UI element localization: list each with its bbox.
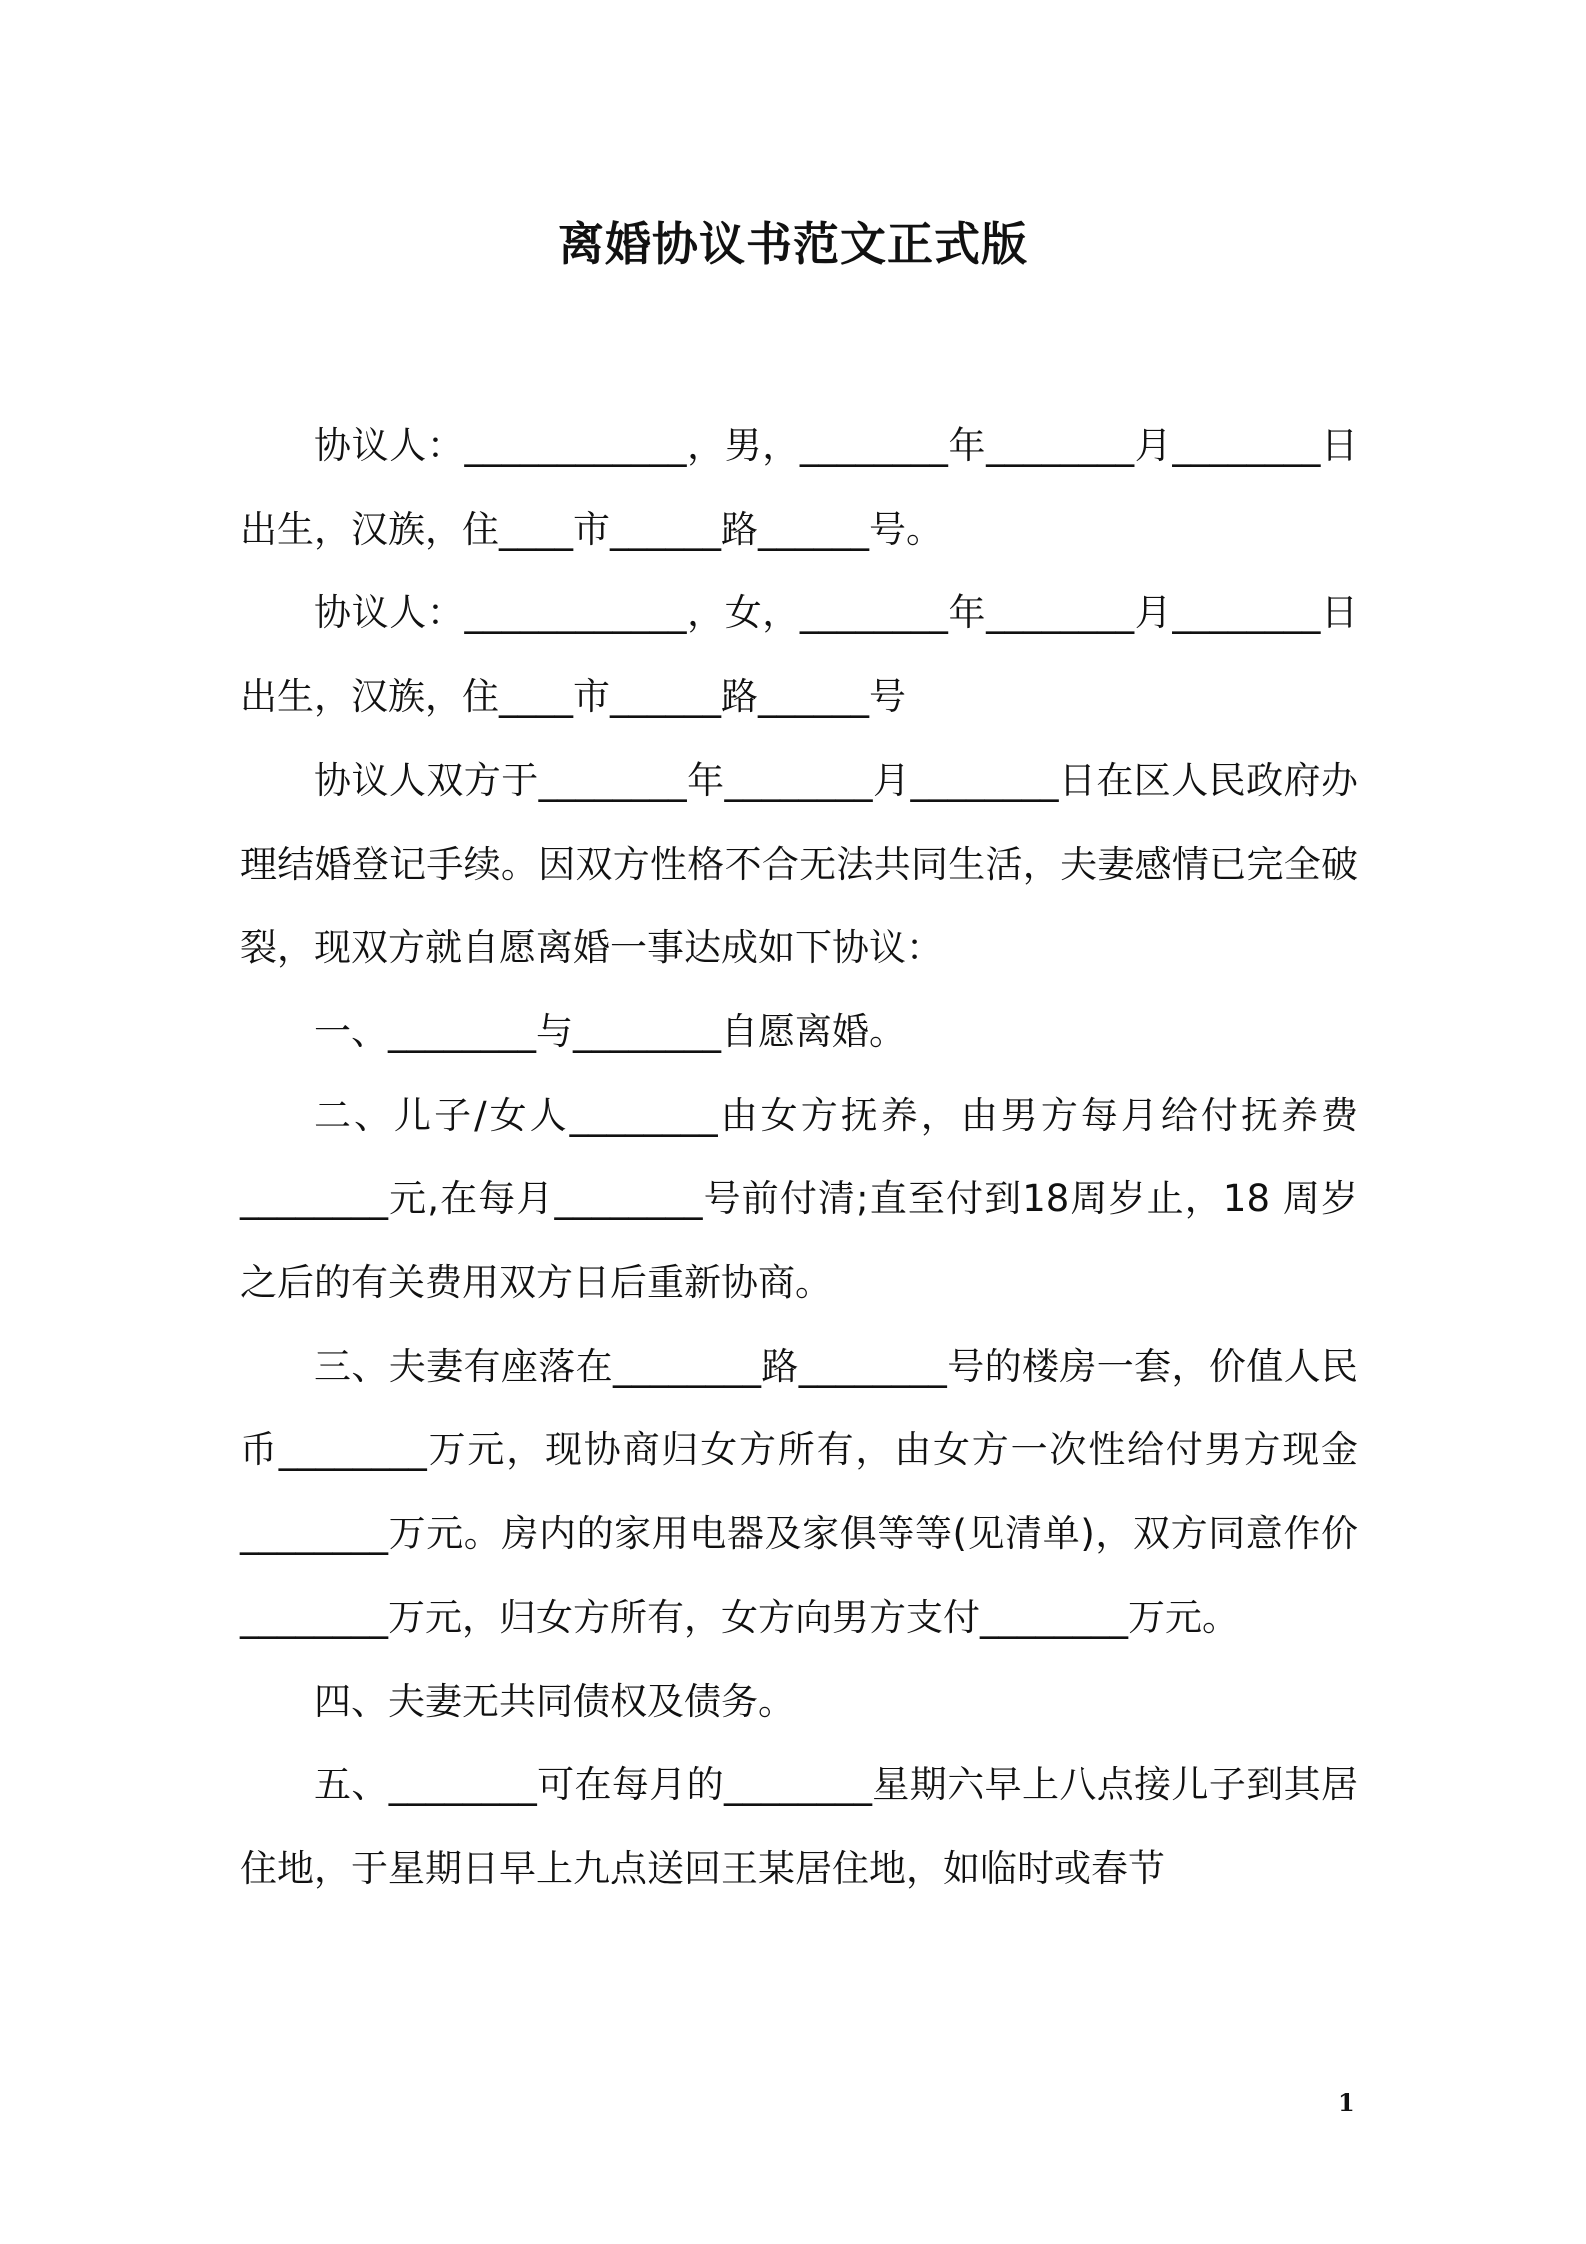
clause-three-paragraph: 三、夫妻有座落在________路________号的楼房一套，价值人民币________万元，现协商归女方所有，由女方一次性给付男方现金________万元。房内的家用电器及家俱等等(见清单)，双方同意作价________万元，归女方所有，女方向男方支付________万元。 bbox=[240, 1344, 1358, 1639]
clause-four-paragraph: 四、夫妻无共同债权及债务。 bbox=[314, 1679, 795, 1723]
party-female-paragraph: 协议人：____________，女，________年________月________日出生，汉族，住____市______路______号 bbox=[240, 591, 1358, 719]
clause-one-paragraph: 一、________与________自愿离婚。 bbox=[314, 1009, 906, 1053]
clause-five-paragraph: 五、________可在每月的________星期六早上八点接儿子到其居住地，于星期日早上九点送回王某居住地，如临时或春节 bbox=[240, 1763, 1358, 1890]
party-male-paragraph: 协议人：____________，男，________年________月________日出生，汉族，住____市______路______号。 bbox=[240, 424, 1358, 551]
document-body bbox=[240, 404, 1358, 1911]
page-number: 1 bbox=[1338, 2088, 1355, 2117]
marriage-registration-paragraph: 协议人双方于________年________月________日在区人民政府办理结婚登记手续。因双方性格不合无法共同生活，夫妻感情已完全破裂，现双方就自愿离婚一事达成如下协议： bbox=[240, 758, 1358, 970]
clause-two-paragraph: 二、儿子/女人________由女方抚养，由男方每月给付抚养费________元,在每月________号前付清;直至付到18周岁止，18 周岁之后的有关费用双方日后重新协商。 bbox=[240, 1093, 1358, 1305]
document-title: 离婚协议书范文正式版 bbox=[558, 217, 1028, 271]
